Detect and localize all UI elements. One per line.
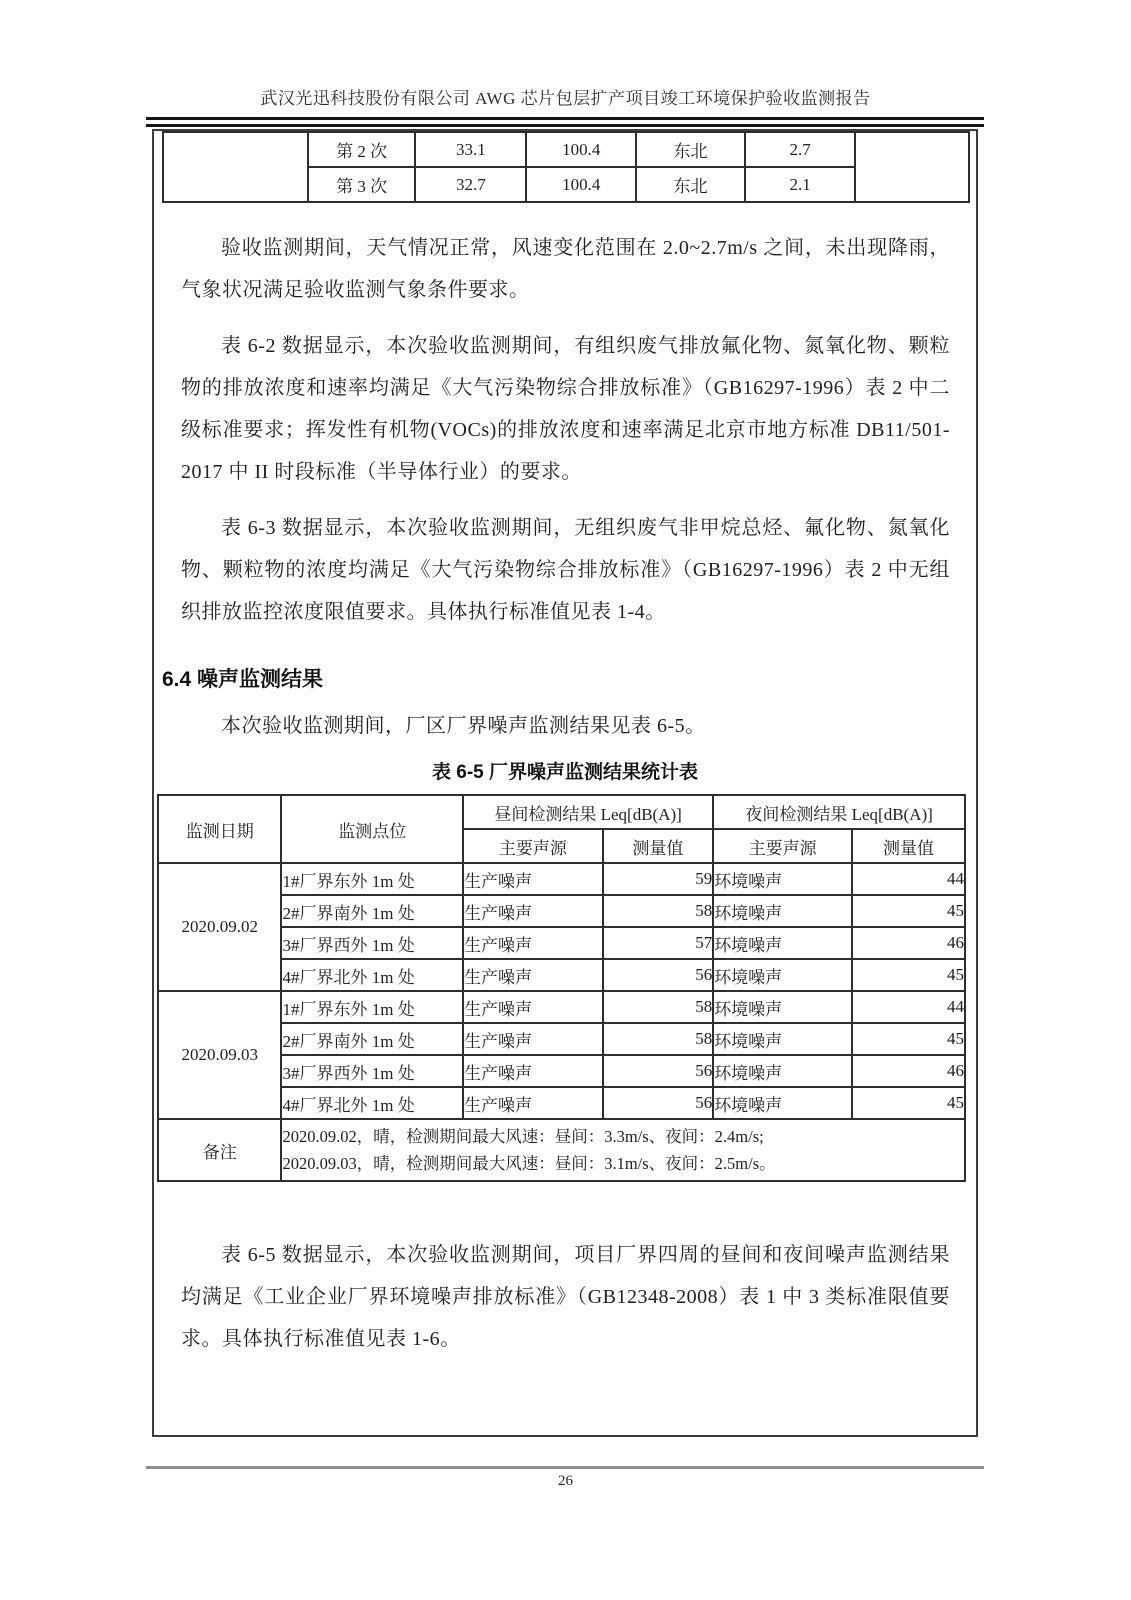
page-number: 26: [558, 1473, 573, 1489]
section-heading-6-4: 6.4 噪声监测结果: [162, 668, 324, 691]
carryover-empty-right-cell: [855, 132, 969, 202]
date-cell: 2020.09.03: [158, 991, 281, 1119]
day-source-cell: 生产噪声: [463, 1087, 603, 1119]
point-cell: 2#厂界南外 1m 处: [281, 895, 463, 927]
night-value-cell: 44: [852, 863, 965, 895]
point-cell: 1#厂界东外 1m 处: [281, 863, 463, 895]
header-cell-night-value: 测量值: [852, 829, 965, 863]
header-cell-point: 监测点位: [281, 795, 463, 863]
carryover-empty-left-cell: [163, 132, 308, 202]
night-source-cell: 环境噪声: [713, 1023, 852, 1055]
point-cell: 3#厂界西外 1m 处: [281, 927, 463, 959]
night-source-cell: 环境噪声: [713, 991, 852, 1023]
content-border-box: [152, 129, 978, 1437]
carryover-value-cell: 2.1: [745, 167, 855, 202]
header-cell-day-value: 测量值: [603, 829, 714, 863]
day-value-cell: 58: [603, 991, 714, 1023]
night-source-cell: 环境噪声: [713, 959, 852, 991]
carryover-value-cell: 2.7: [745, 132, 855, 167]
day-source-cell: 生产噪声: [463, 991, 603, 1023]
carryover-value-cell: 东北: [636, 167, 745, 202]
night-source-cell: 环境噪声: [713, 1055, 852, 1087]
paragraph-table-6-5-conclusion: 表 6-5 数据显示，本次验收监测期间，项目厂界四周的昼间和夜间噪声监测结果均满足《工业企业厂界环境噪声排放标准》（GB12348-2008）表 1 中 3 类标准限值要求。具体执行标准值见表 1-6。: [181, 1244, 950, 1350]
night-value-cell: 46: [852, 1055, 965, 1087]
night-value-cell: 45: [852, 1087, 965, 1119]
day-value-cell: 56: [603, 959, 714, 991]
header-cell-day-source: 主要声源: [463, 829, 603, 863]
day-source-cell: 生产噪声: [463, 1023, 603, 1055]
carryover-table: [162, 131, 970, 203]
carryover-seq-cell: 第 3 次: [308, 167, 415, 202]
noise-data-row: [158, 991, 965, 1023]
carryover-value-cell: 100.4: [526, 132, 636, 167]
noise-remark-row: [158, 1119, 965, 1181]
night-source-cell: 环境噪声: [713, 927, 852, 959]
carryover-value-cell: 100.4: [526, 167, 636, 202]
day-value-cell: 56: [603, 1087, 714, 1119]
day-value-cell: 58: [603, 1023, 714, 1055]
night-source-cell: 环境噪声: [713, 1087, 852, 1119]
noise-monitoring-table: [157, 794, 966, 1182]
header-double-rule: [146, 117, 984, 127]
paragraph-table-6-2: 表 6-2 数据显示，本次验收监测期间，有组织废气排放氟化物、氮氧化物、颗粒物的排放浓度和速率均满足《大气污染物综合排放标准》（GB16297-1996）表 2 中二级标准要求；挥发性有机物(VOCs)的排放浓度和速率满足北京市地方标准 DB11/501-2017 中 II 时段标准（半导体行业）的要求。: [181, 335, 950, 483]
remark-label-cell: 备注: [158, 1119, 281, 1181]
night-value-cell: 45: [852, 895, 965, 927]
carryover-seq-cell: 第 2 次: [308, 132, 415, 167]
header-cell-night-group: 夜间检测结果 Leq[dB(A)]: [713, 795, 965, 829]
day-source-cell: 生产噪声: [463, 927, 603, 959]
remark-content-cell: [281, 1119, 965, 1181]
day-source-cell: 生产噪声: [463, 895, 603, 927]
day-value-cell: 58: [603, 895, 714, 927]
date-cell: 2020.09.02: [158, 863, 281, 991]
point-cell: 2#厂界南外 1m 处: [281, 1023, 463, 1055]
day-source-cell: 生产噪声: [463, 863, 603, 895]
day-source-cell: 生产噪声: [463, 959, 603, 991]
night-value-cell: 45: [852, 959, 965, 991]
remark-line: 2020.09.03，晴，检测期间最大风速：昼间：3.1m/s、夜间：2.5m/s。: [282, 1154, 776, 1173]
carryover-value-cell: 33.1: [415, 132, 526, 167]
footer-rule: [146, 1466, 984, 1469]
noise-data-row: [158, 863, 965, 895]
night-source-cell: 环境噪声: [713, 895, 852, 927]
carryover-value-cell: 32.7: [415, 167, 526, 202]
point-cell: 3#厂界西外 1m 处: [281, 1055, 463, 1087]
day-source-cell: 生产噪声: [463, 1055, 603, 1087]
header-cell-day-group: 昼间检测结果 Leq[dB(A)]: [463, 795, 713, 829]
noise-intro-paragraph: 本次验收监测期间，厂区厂界噪声监测结果见表 6-5。: [221, 715, 706, 737]
day-value-cell: 57: [603, 927, 714, 959]
noise-table-header-row: [158, 795, 965, 829]
paragraph-weather: 验收监测期间，天气情况正常，风速变化范围在 2.0~2.7m/s 之间，未出现降雨，气象状况满足验收监测气象条件要求。: [181, 237, 950, 301]
point-cell: 1#厂界东外 1m 处: [281, 991, 463, 1023]
night-value-cell: 45: [852, 1023, 965, 1055]
paragraph-table-6-3: 表 6-3 数据显示，本次验收监测期间，无组织废气非甲烷总烃、氟化物、氮氧化物、颗粒物的浓度均满足《大气污染物综合排放标准》（GB16297-1996）表 2 中无组织排放监控浓度限值要求。具体执行标准值见表 1-4。: [181, 517, 950, 623]
night-source-cell: 环境噪声: [713, 863, 852, 895]
header-cell-night-source: 主要声源: [713, 829, 852, 863]
header-cell-date: 监测日期: [158, 795, 281, 863]
day-value-cell: 59: [603, 863, 714, 895]
night-value-cell: 44: [852, 991, 965, 1023]
table-6-5-caption: 表 6-5 厂界噪声监测结果统计表: [431, 762, 699, 783]
point-cell: 4#厂界北外 1m 处: [281, 959, 463, 991]
night-value-cell: 46: [852, 927, 965, 959]
remark-line: 2020.09.02，晴，检测期间最大风速：昼间：3.3m/s、夜间：2.4m/s;: [282, 1127, 764, 1146]
point-cell: 4#厂界北外 1m 处: [281, 1087, 463, 1119]
carryover-row: [163, 132, 969, 167]
carryover-value-cell: 东北: [636, 132, 745, 167]
day-value-cell: 56: [603, 1055, 714, 1087]
report-header-title: 武汉光迅科技股份有限公司 AWG 芯片包层扩产项目竣工环境保护验收监测报告: [260, 89, 871, 108]
